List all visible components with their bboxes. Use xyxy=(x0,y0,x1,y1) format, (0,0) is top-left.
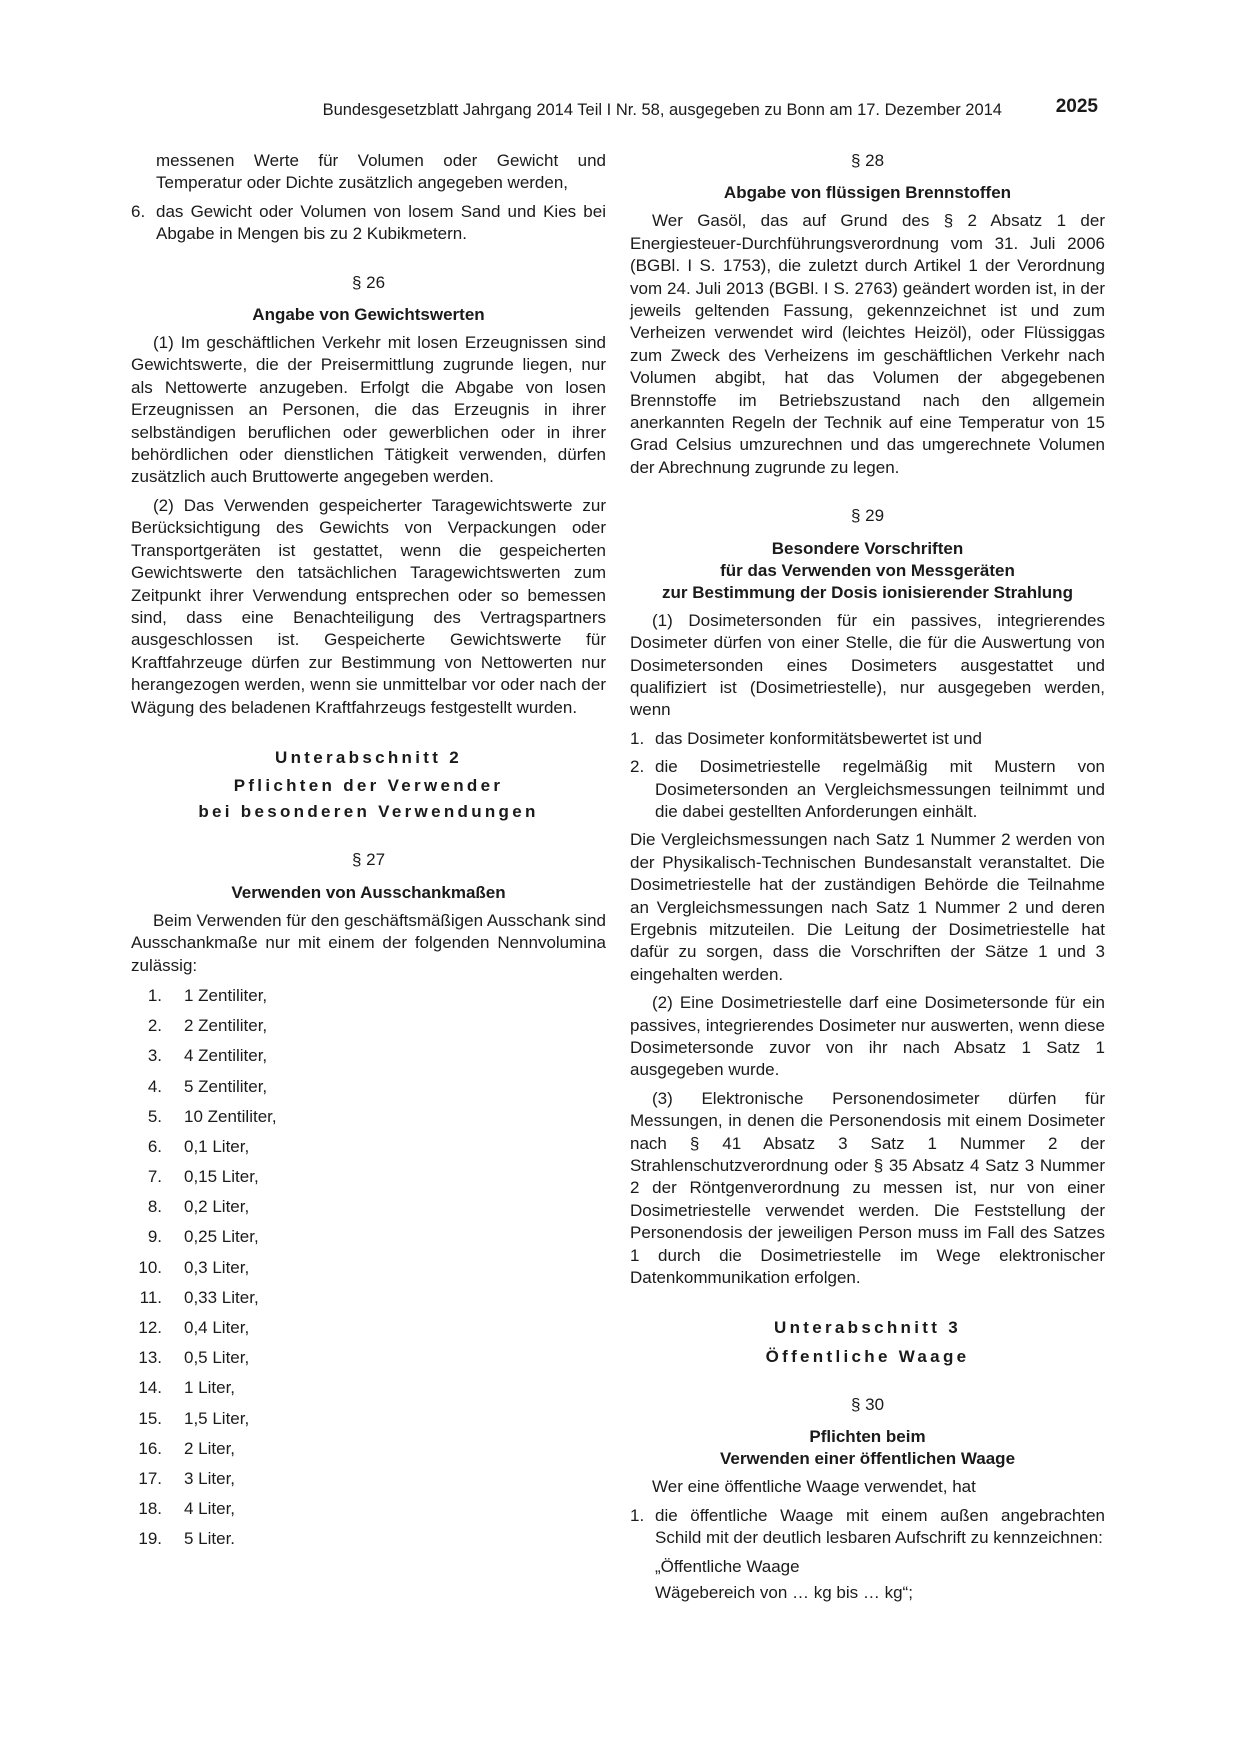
volume-list xyxy=(131,985,606,1559)
list-number: 4. xyxy=(147,1076,162,1096)
section-29-paragraph-3: (3) Elektronische Personendosimeter dürfen für Messungen, in denen die Personendosis mit einem Dosimeter nach § 41 Absatz 3 Satz 1 Nummer 2 der Strahlenschutzverordnung oder § 35 Absatz 4 Satz 3 Nummer 2 der Röntgenverordnung zu messen ist, nur von einer Dosimetriestelle verwendet werden. Die Feststellung der Personendosis der jeweiligen Person muss im Fall des Satzes 1 durch die Dosimetriestelle im Wege elektronischer Datenkommunikation erfolgen. xyxy=(630,1088,1105,1288)
list-item xyxy=(131,1347,606,1377)
section-26-paragraph-2: (2) Das Verwenden gespeicherter Taragewichtswerte zur Berücksichtigung des Gewichts von Verpackungen oder Transportgeräten ist gestattet, wenn die gespeicherten Gewichtswerte den tatsächlichen Taragewichtswerten zum Zeitpunkt ihrer Verwendung entsprechen oder so bemessen sind, dass eine Benachteiligung des Vertragspartners ausgeschlossen ist. Gespeicherte Gewichtswerte für Kraftfahrzeuge dürfen zur Bestimmung von Nettowerten nur herangezogen werden, wenn sie unmittelbar vor oder nach der Wägung des beladenen Kraftfahrzeugs festgestellt wurden. xyxy=(131,495,606,717)
list-item xyxy=(131,1226,606,1256)
list-text: 10 Zentiliter, xyxy=(184,1106,277,1126)
list-number: 7. xyxy=(147,1167,162,1187)
list-item-1 xyxy=(630,1505,1105,1550)
section-sign-26: § 26 xyxy=(351,272,386,292)
section-title-26: Angabe von Gewichtswerten xyxy=(252,305,485,325)
section-29-paragraph-2: (2) Eine Dosimetriestelle darf eine Dosimetersonde für ein passives, integrierendes Dosimeter nur auswerten, wenn diese Dosimetersonde zuvor von ihr nach Absatz 1 Satz 1 ausgegeben wurde. xyxy=(630,993,1105,1080)
list-item xyxy=(131,1015,606,1045)
page-header xyxy=(130,96,1098,125)
section-sign-28: § 28 xyxy=(850,151,885,170)
sign-inscription-line-1: „Öffentliche Waage xyxy=(655,1556,800,1576)
list-item xyxy=(131,1106,606,1136)
list-number: 10. xyxy=(138,1257,162,1277)
list-item xyxy=(131,1166,606,1196)
list-number: 1. xyxy=(630,728,645,748)
list-text: 1,5 Liter, xyxy=(184,1408,250,1428)
section-26-paragraph-1: (1) Im geschäftlichen Verkehr mit losen Erzeugnissen sind Gewichtswerte, die der Preisermittlung zugrunde liegen, nur als Nettowerte anzugeben. Erfolgt die Abgabe von losen Erzeugnissen an Personen, die das Erzeugnis in ihrer selbständigen beruflichen oder gewerblichen oder in ihrer behördlichen oder dienstlichen Tätigkeit verwenden, dürfen zusätzlich auch Bruttowerte angegeben werden. xyxy=(131,333,606,487)
list-text: 0,33 Liter, xyxy=(184,1287,259,1307)
list-text: 4 Liter, xyxy=(184,1499,236,1519)
list-text: die Dosimetriestelle regelmäßig mit Mustern von Dosimetersonden an Vergleichsmessungen teilnimmt und die dabei gestellten Anforderungen einhält. xyxy=(655,757,1105,821)
section-29-paragraph-1: (1) Dosimetersonden für ein passives, integrierendes Dosimeter dürfen von einer Stelle, die für die Auswertung von Dosimetersonden eines Dosimeters ausgestattet und qualifiziert ist (Dosimetriestelle), nur ausgegeben werden, wenn xyxy=(630,610,1105,720)
list-number: 9. xyxy=(147,1227,162,1247)
list-text: 0,4 Liter, xyxy=(184,1318,250,1338)
subsection-2-title-line-1: Pflichten der Verwender xyxy=(233,776,504,796)
list-text: 0,1 Liter, xyxy=(184,1136,250,1156)
section-30-intro: Wer eine öffentliche Waage verwendet, hat xyxy=(652,1477,976,1497)
list-text: 0,3 Liter, xyxy=(184,1257,250,1277)
list-item xyxy=(131,1317,606,1347)
list-number: 3. xyxy=(147,1046,162,1066)
list-number: 5. xyxy=(147,1106,162,1126)
list-item xyxy=(131,1377,606,1407)
list-item-6 xyxy=(131,201,606,246)
list-number: 17. xyxy=(138,1468,162,1488)
page-number: 2025 xyxy=(1055,96,1098,117)
list-item xyxy=(131,1528,606,1558)
list-text: die öffentliche Waage mit einem außen angebrachten Schild mit der deutlich lesbaren Aufschrift zu kennzeichnen: xyxy=(655,1505,1105,1548)
list-text: 4 Zentiliter, xyxy=(184,1046,268,1066)
running-title: Bundesgesetzblatt Jahrgang 2014 Teil I Nr. 58, ausgegeben zu Bonn am 17. Dezember 2014 xyxy=(322,101,1002,119)
list-number: 8. xyxy=(147,1197,162,1217)
section-title-27: Verwenden von Ausschankmaßen xyxy=(231,882,506,902)
list-text: 2 Zentiliter, xyxy=(184,1016,268,1036)
list-text: 0,15 Liter, xyxy=(184,1167,259,1187)
list-text: 1 Liter, xyxy=(184,1378,236,1398)
list-text: 2 Liter, xyxy=(184,1438,236,1458)
list-item-1 xyxy=(630,728,1105,750)
list-number: 18. xyxy=(138,1499,162,1519)
section-sign-27: § 27 xyxy=(351,850,386,870)
list-number: 12. xyxy=(138,1318,162,1338)
list-item-continuation xyxy=(131,150,606,195)
section-27-intro: Beim Verwenden für den geschäftsmäßigen Ausschank sind Ausschankmaße nur mit einem der folgenden Nennvolumina zulässig: xyxy=(131,910,606,975)
list-item xyxy=(131,1468,606,1498)
list-item xyxy=(131,1287,606,1317)
section-title-30-line-1: Pflichten beim xyxy=(809,1427,926,1447)
section-title-29-line-3: zur Bestimmung der Dosis ionisierender Strahlung xyxy=(662,582,1073,602)
list-item xyxy=(131,1045,606,1075)
list-item xyxy=(131,1498,606,1528)
list-text: das Dosimeter konformitätsbewertet ist und xyxy=(655,728,982,748)
section-title-29-line-1: Besondere Vorschriften xyxy=(771,538,964,558)
list-item xyxy=(131,1408,606,1438)
list-number: 2. xyxy=(630,757,645,777)
continuation-text: messenen Werte für Volumen oder Gewicht und Temperatur oder Dichte zusätzlich angegeben werden, xyxy=(156,151,606,193)
section-sign-29: § 29 xyxy=(850,506,885,526)
list-item xyxy=(131,985,606,1015)
subsection-3-title: Öffentliche Waage xyxy=(765,1346,970,1366)
list-item xyxy=(131,1438,606,1468)
list-number: 19. xyxy=(138,1529,162,1549)
list-number: 14. xyxy=(138,1378,162,1398)
list-text: 0,25 Liter, xyxy=(184,1227,259,1247)
section-29-paragraph-1b: Die Vergleichsmessungen nach Satz 1 Nummer 2 werden von der Physikalisch-Technischen Bundesanstalt veranstaltet. Die Dosimetriestelle hat der zuständigen Behörde die Teilnahme an Vergleichsmessungen nach Satz 1 Nummer 2 und deren Ergebnis mitzuteilen. Die Leitung der Dosimetriestelle hat dafür zu sorgen, dass die Vorschriften der Sätze 1 und 3 eingehalten werden. xyxy=(630,830,1105,984)
subsection-2-label: Unterabschnitt 2 xyxy=(275,747,462,767)
section-title-29-line-2: für das Verwenden von Messgeräten xyxy=(720,560,1015,580)
list-item-2 xyxy=(630,756,1105,823)
sign-inscription-line-2: Wägebereich von … kg bis … kg“; xyxy=(655,1582,913,1602)
list-number: 16. xyxy=(138,1438,162,1458)
list-text: 0,2 Liter, xyxy=(184,1197,250,1217)
list-text: 3 Liter, xyxy=(184,1468,236,1488)
list-number: 6. xyxy=(147,1136,162,1156)
left-column xyxy=(131,150,606,1559)
list-item xyxy=(131,1196,606,1226)
list-number: 1. xyxy=(147,985,162,1005)
list-number: 11. xyxy=(139,1287,162,1307)
list-number: 1. xyxy=(630,1505,645,1525)
section-title-30-line-2: Verwenden einer öffentlichen Waage xyxy=(719,1449,1016,1469)
list-text: 0,5 Liter, xyxy=(184,1348,250,1368)
subsection-2-title-line-2: bei besonderen Verwendungen xyxy=(198,802,539,822)
list-number: 13. xyxy=(138,1348,162,1368)
list-number: 6. xyxy=(131,201,146,221)
list-item xyxy=(131,1076,606,1106)
section-28-paragraph-1: Wer Gasöl, das auf Grund des § 2 Absatz 1 der Energiesteuer-Durchführungsverordnung vom 31. Juli 2006 (BGBl. I S. 1753), die zuletzt durch Artikel 1 der Verordnung vom 24. Juli 2013 (BGBl. I S. 2763) geändert worden ist, in der jeweils geltenden Fassung, gekennzeichnet ist und zum Verheizen verwendet wird (leichtes Heizöl), oder Flüssiggas zum Zweck des Verheizens im geschäftlichen Verkehr nach Volumen abgibt, hat das Volumen der abgegebenen Brennstoffe im Betriebszustand nach den allgemein anerkannten Regeln der Technik auf eine Temperatur von 15 Grad Celsius umzurechnen und das umgerechnete Volumen der Abrechnung zugrunde zu legen. xyxy=(630,211,1105,477)
right-column xyxy=(630,150,1105,1608)
subsection-3-label: Unterabschnitt 3 xyxy=(774,1318,961,1338)
section-title-28: Abgabe von flüssigen Brennstoffen xyxy=(723,183,1012,203)
list-text: 5 Zentiliter, xyxy=(184,1076,268,1096)
list-text: das Gewicht oder Volumen von losem Sand und Kies bei Abgabe in Mengen bis zu 2 Kubikmetern. xyxy=(156,201,606,244)
list-text: 1 Zentiliter, xyxy=(184,985,268,1005)
list-text: 5 Liter. xyxy=(184,1529,236,1549)
list-item xyxy=(131,1257,606,1287)
list-item xyxy=(131,1136,606,1166)
list-number: 15. xyxy=(138,1408,162,1428)
list-number: 2. xyxy=(147,1016,162,1036)
section-sign-30: § 30 xyxy=(850,1394,885,1414)
